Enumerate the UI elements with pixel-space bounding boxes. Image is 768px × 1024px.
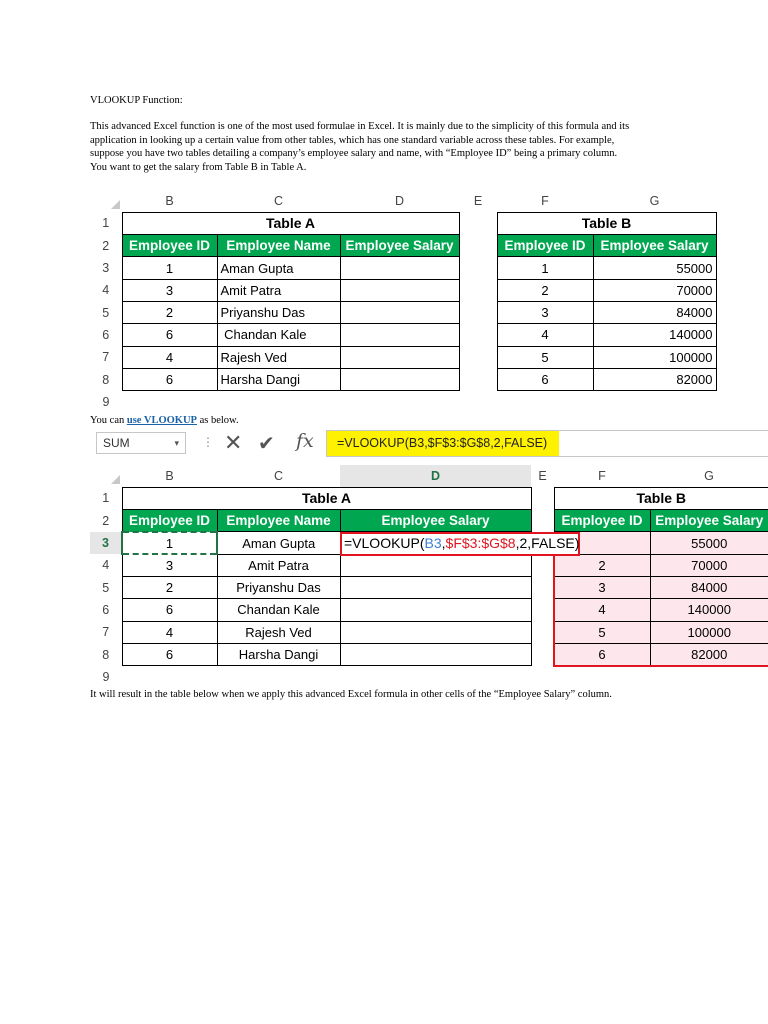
cell[interactable]: 5 (497, 346, 593, 368)
more-options-icon: ⋮ (202, 435, 214, 449)
row-header-selected[interactable]: 3 (90, 532, 122, 554)
row-header[interactable]: 9 (102, 669, 110, 684)
column-header[interactable]: B (165, 193, 174, 208)
row-header[interactable]: 4 (102, 283, 110, 298)
cell[interactable]: 1 (497, 257, 593, 279)
cell[interactable]: 100000 (650, 621, 768, 643)
table-b-title[interactable]: Table B (554, 487, 768, 509)
column-header[interactable]: G (649, 193, 660, 208)
row-header[interactable]: 5 (102, 305, 110, 320)
cell[interactable]: 6 (497, 368, 593, 390)
cell[interactable]: Priyanshu Das (217, 301, 340, 323)
cell[interactable]: 1 (122, 257, 217, 279)
cell[interactable] (340, 599, 531, 621)
cell[interactable]: 6 (122, 324, 217, 346)
header-cell[interactable]: Employee Name (217, 510, 340, 532)
row-header[interactable]: 8 (102, 647, 110, 662)
row-header[interactable]: 6 (102, 602, 110, 617)
cell[interactable]: 6 (122, 368, 217, 390)
formula-text: =VLOOKUP(B3,$F$3:$G$8,2,FALSE) (327, 431, 559, 456)
formula-bar (90, 430, 768, 458)
header-cell[interactable]: Employee Salary (340, 510, 531, 532)
intro-line: application in looking up a certain value from other tables, which has one standard variable across these tables. For example, (90, 134, 615, 146)
cell[interactable]: 6 (122, 643, 217, 665)
cell[interactable]: Chandan Kale (217, 324, 340, 346)
cell[interactable] (340, 301, 459, 323)
cell[interactable]: Priyanshu Das (217, 576, 340, 598)
column-header[interactable]: B (165, 468, 174, 483)
cell[interactable]: 82000 (650, 643, 768, 665)
column-header-row (90, 465, 768, 487)
row-header[interactable]: 2 (102, 513, 110, 528)
intro-line: You want to get the salary from Table B in Table A. (90, 161, 307, 173)
column-header[interactable]: F (541, 193, 549, 208)
enter-check-icon[interactable]: ✔ (258, 433, 275, 455)
column-header[interactable]: E (473, 194, 483, 209)
cell[interactable]: Harsha Dangi (217, 643, 340, 665)
use-vlookup-link[interactable]: use VLOOKUP (126, 415, 197, 426)
result-line: It will result in the table below when we apply this advanced Excel formula in other cells of the “Employee Salary” column. (90, 689, 612, 700)
cell[interactable] (340, 576, 531, 598)
cell[interactable]: 84000 (593, 301, 716, 323)
cell[interactable]: 3 (554, 576, 650, 598)
cancel-icon[interactable]: ✕ (224, 430, 243, 455)
cell[interactable] (340, 346, 459, 368)
row-header[interactable]: 3 (102, 261, 110, 276)
cell[interactable]: 140000 (593, 324, 716, 346)
cell[interactable]: 3 (122, 554, 217, 576)
cell[interactable]: 2 (122, 576, 217, 598)
column-header[interactable]: C (273, 193, 284, 208)
cell-formula-editor[interactable]: =VLOOKUP(B3,$F$3:$G$8,2,FALSE) (340, 532, 580, 556)
cell[interactable]: Rajesh Ved (217, 621, 340, 643)
header-cell[interactable]: Employee ID (122, 510, 217, 532)
cell[interactable]: 70000 (650, 554, 768, 576)
column-header[interactable]: E (538, 469, 547, 484)
spreadsheet-1 (90, 190, 730, 413)
insert-function-icon[interactable]: fx (296, 430, 314, 452)
cell[interactable]: 84000 (650, 576, 768, 598)
cell[interactable] (340, 554, 531, 576)
row-header[interactable]: 4 (102, 558, 110, 573)
cell[interactable]: 55000 (593, 257, 716, 279)
cell[interactable]: 4 (122, 621, 217, 643)
row-header[interactable]: 8 (102, 372, 110, 387)
row-header[interactable]: 1 (102, 216, 110, 231)
cell[interactable] (340, 279, 459, 301)
row-header[interactable]: 1 (102, 491, 110, 506)
header-cell[interactable]: Employee ID (497, 235, 593, 257)
column-header-row (90, 190, 730, 212)
intro-line: This advanced Excel function is one of the most used formulae in Excel. It is mainly due to the simplicity of this formula and its (90, 121, 630, 132)
cell[interactable]: Rajesh Ved (217, 346, 340, 368)
cell[interactable]: Aman Gupta (217, 532, 340, 554)
row-header[interactable]: 7 (102, 625, 110, 640)
cell[interactable]: 6 (122, 599, 217, 621)
heading: VLOOKUP Function: (90, 95, 183, 106)
cell-b3-referenced[interactable]: 1 (122, 532, 217, 554)
cell[interactable]: Amit Patra (217, 279, 340, 301)
cell[interactable]: 2 (554, 554, 650, 576)
intro-paragraph (90, 120, 629, 174)
cell[interactable]: 2 (122, 301, 217, 323)
cell[interactable] (340, 324, 459, 346)
column-header-selected[interactable]: D (340, 465, 531, 487)
cell[interactable]: 4 (554, 599, 650, 621)
column-header[interactable]: C (273, 468, 284, 483)
cell[interactable]: 6 (554, 643, 650, 665)
header-cell[interactable]: Employee ID (122, 235, 217, 257)
cell[interactable] (340, 257, 459, 279)
use-vlookup-line: You can use VLOOKUP as below. (90, 415, 239, 426)
row-header[interactable]: 7 (102, 350, 110, 365)
header-cell[interactable]: Employee Salary (650, 510, 768, 532)
select-all-corner[interactable] (90, 465, 122, 487)
cell[interactable]: 3 (122, 279, 217, 301)
row-header[interactable]: 2 (102, 238, 110, 253)
header-cell[interactable]: Employee Salary (593, 235, 716, 257)
cell[interactable] (340, 368, 459, 390)
cell[interactable]: 4 (122, 346, 217, 368)
cell[interactable] (340, 643, 531, 665)
table-a-title[interactable]: Table A (122, 487, 531, 509)
cell[interactable] (340, 621, 531, 643)
cell[interactable]: 140000 (650, 599, 768, 621)
cell[interactable]: 55000 (650, 532, 768, 554)
cell[interactable]: 70000 (593, 279, 716, 301)
row-header[interactable]: 6 (102, 327, 110, 342)
cell[interactable]: 5 (554, 621, 650, 643)
intro-line: suppose you have two tables detailing a company’s employee salary and name, with “Employee ID” being a primary column. (90, 148, 618, 159)
select-all-corner[interactable] (90, 190, 122, 212)
cell[interactable]: Chandan Kale (217, 599, 340, 621)
cell[interactable]: 3 (497, 301, 593, 323)
cell[interactable]: 4 (497, 324, 593, 346)
cell[interactable]: Harsha Dangi (217, 368, 340, 390)
cell[interactable]: Amit Patra (217, 554, 340, 576)
row-header[interactable]: 5 (102, 580, 110, 595)
chevron-down-icon[interactable]: ▾ (174, 438, 179, 448)
header-cell[interactable]: Employee ID (554, 510, 650, 532)
column-header[interactable]: D (394, 193, 405, 208)
column-header[interactable]: F (598, 468, 606, 483)
spreadsheet-2 (90, 465, 768, 688)
header-cell[interactable]: Employee Name (217, 235, 340, 257)
cell[interactable]: 100000 (593, 346, 716, 368)
header-cell[interactable]: Employee Salary (340, 235, 459, 257)
column-header[interactable]: G (704, 468, 714, 483)
cell[interactable]: 2 (497, 279, 593, 301)
cell[interactable]: 82000 (593, 368, 716, 390)
table-b-title[interactable]: Table B (497, 212, 716, 234)
row-header[interactable]: 9 (102, 394, 110, 409)
cell[interactable]: Aman Gupta (217, 257, 340, 279)
table-a-title[interactable]: Table A (122, 212, 459, 234)
name-box[interactable]: SUM ▾ (96, 432, 186, 454)
formula-input[interactable] (326, 430, 768, 457)
